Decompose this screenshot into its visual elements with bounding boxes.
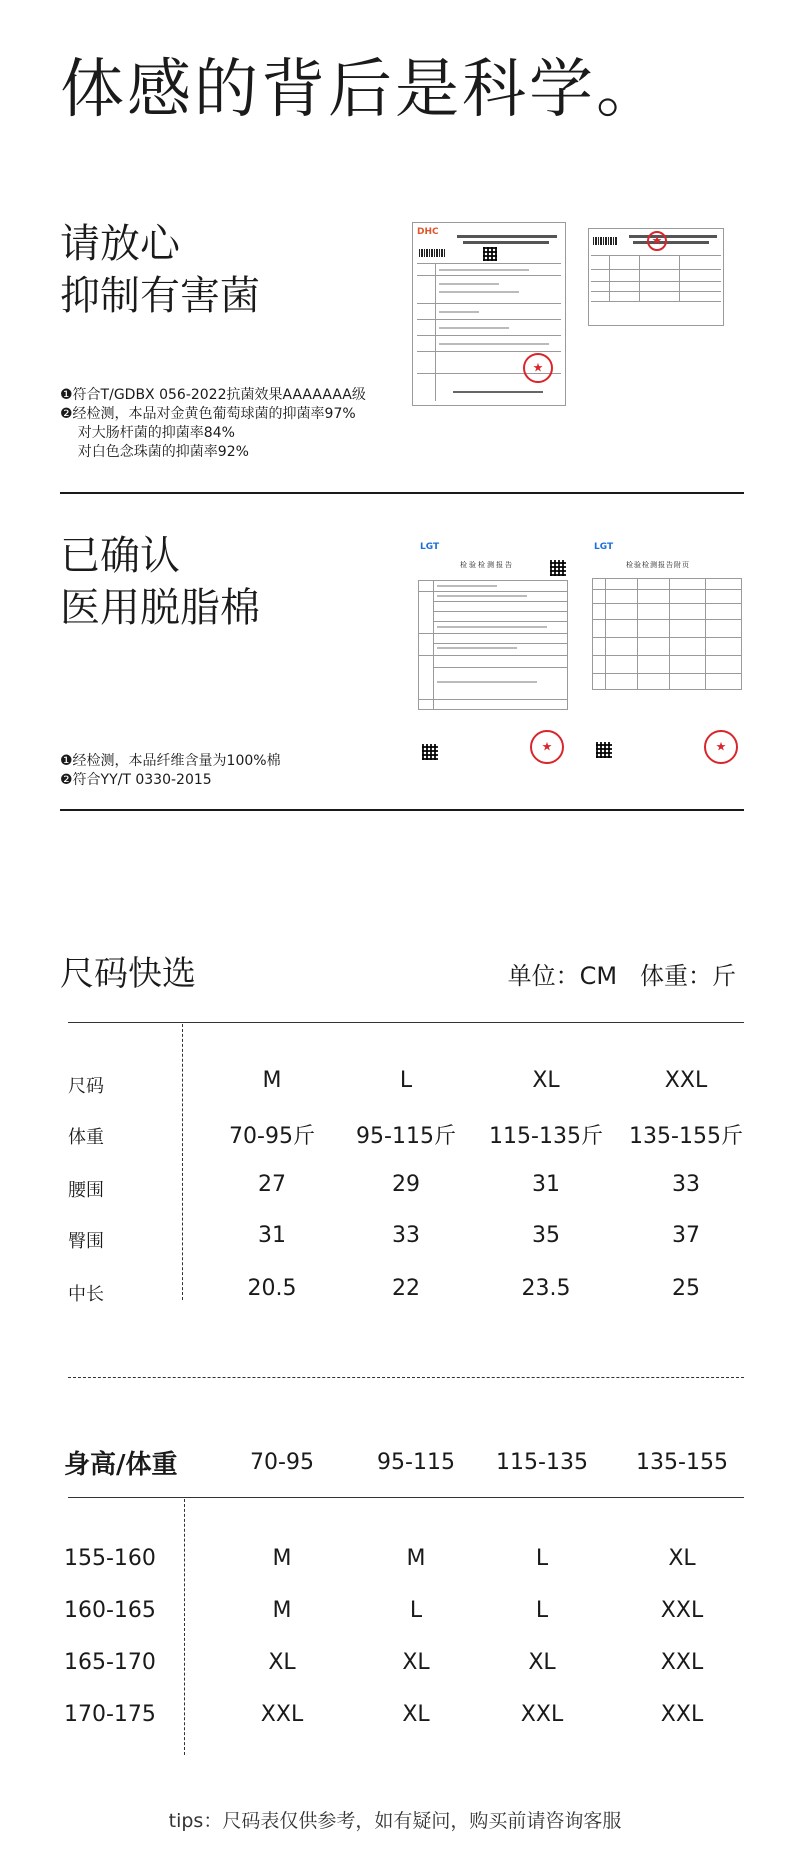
cotton-report-page-1: LGT 检验检测报告 ★: [418, 538, 568, 774]
size-cell: XXL: [664, 1068, 708, 1093]
fit-row-label: 160-165: [64, 1598, 156, 1623]
section-1-title-line2: 抑制有害菌: [60, 273, 260, 319]
size-row-label: 尺码: [68, 1076, 104, 1097]
fit-table-corner: 身高/体重: [64, 1450, 178, 1480]
size-cell: 35: [532, 1223, 560, 1248]
fit-cell: L: [535, 1598, 549, 1623]
section-2-notes: [60, 752, 281, 789]
size-cell: 31: [258, 1223, 286, 1248]
size-cell: L: [399, 1068, 413, 1093]
note-line: ❶符合T/GDBX 056-2022抗菌效果AAAAAAA级: [60, 387, 366, 403]
size-cell: 31: [532, 1172, 560, 1197]
fit-table-column-divider: [184, 1499, 185, 1755]
size-cell: 95-115斤: [356, 1124, 456, 1149]
fit-column-header: 115-135: [496, 1450, 588, 1475]
note-line: 对大肠杆菌的抑菌率84%: [60, 425, 235, 441]
red-seal-icon: [704, 730, 738, 764]
size-table-unit: 单位：CM 体重：斤: [507, 962, 736, 990]
section-2-title-line1: 已确认: [60, 533, 180, 579]
fit-cell: XXL: [660, 1598, 704, 1623]
fit-column-header: 95-115: [377, 1450, 455, 1475]
size-cell: 70-95斤: [229, 1124, 315, 1149]
fit-row-label: 170-175: [64, 1702, 156, 1727]
size-row-label: 臀围: [68, 1231, 104, 1252]
page-headline: 体感的背后是科学。: [60, 53, 663, 127]
fit-cell: XL: [402, 1650, 430, 1675]
fit-column-header: 70-95: [250, 1450, 314, 1475]
size-cell: 20.5: [247, 1276, 297, 1301]
note-line: ❷经检测，本品对金黄色葡萄球菌的抑菌率97%: [60, 406, 356, 422]
section-2-title-line2: 医用脱脂棉: [60, 585, 260, 631]
fit-cell: XL: [402, 1702, 430, 1727]
antibacterial-report-page-2: [588, 228, 724, 326]
fit-cell: XXL: [660, 1702, 704, 1727]
table-separator: [68, 1377, 744, 1378]
size-table-title: 尺码快选: [60, 954, 196, 994]
size-cell: XL: [532, 1068, 560, 1093]
size-cell: 37: [672, 1223, 700, 1248]
fit-row-label: 165-170: [64, 1650, 156, 1675]
size-row-label: 中长: [68, 1284, 104, 1305]
size-cell: 33: [672, 1172, 700, 1197]
tips-note: tips：尺码表仅供参考，如有疑问，购买前请咨询客服: [168, 1810, 622, 1832]
fit-cell: XXL: [260, 1702, 304, 1727]
size-cell: 27: [258, 1172, 286, 1197]
fit-cell: XXL: [660, 1650, 704, 1675]
fit-cell: XXL: [520, 1702, 564, 1727]
fit-row-label: 155-160: [64, 1546, 156, 1571]
fit-cell: M: [272, 1598, 292, 1623]
antibacterial-report-page-1: DHC ★: [412, 222, 566, 406]
section-divider: [60, 809, 744, 811]
cotton-report-page-1-title: 检验检测报告: [460, 561, 514, 569]
size-cell: M: [262, 1068, 282, 1093]
size-cell: 25: [672, 1276, 700, 1301]
size-cell: 33: [392, 1223, 420, 1248]
red-seal-icon: [530, 730, 564, 764]
fit-cell: L: [409, 1598, 423, 1623]
section-1-title: [60, 218, 260, 322]
fit-cell: XL: [268, 1650, 296, 1675]
size-row-label: 体重: [68, 1127, 104, 1148]
fit-column-header: 135-155: [636, 1450, 728, 1475]
section-1-title-line1: 请放心: [60, 221, 180, 267]
cotton-report-page-2: LGT 检验检测报告附页 ★: [592, 538, 742, 774]
note-line: 对白色念珠菌的抑菌率92%: [60, 444, 249, 460]
red-seal-icon: [523, 353, 553, 383]
size-cell: 23.5: [521, 1276, 571, 1301]
fit-cell: L: [535, 1546, 549, 1571]
fit-cell: M: [272, 1546, 292, 1571]
size-table-column-divider: [182, 1024, 183, 1300]
size-cell: 135-155斤: [629, 1124, 743, 1149]
section-2-title: [60, 530, 260, 634]
red-seal-icon: [647, 231, 667, 251]
size-cell: 22: [392, 1276, 420, 1301]
size-cell: 115-135斤: [489, 1124, 603, 1149]
section-divider: [60, 492, 744, 494]
size-cell: 29: [392, 1172, 420, 1197]
cotton-report-page-2-title: 检验检测报告附页: [626, 561, 690, 569]
section-1-notes: [60, 386, 366, 461]
fit-table-top-rule: [68, 1497, 744, 1498]
size-row-label: 腰围: [68, 1180, 104, 1201]
size-table-top-rule: [68, 1022, 744, 1023]
note-line: ❷符合YY/T 0330-2015: [60, 772, 212, 788]
fit-cell: XL: [528, 1650, 556, 1675]
fit-cell: XL: [668, 1546, 696, 1571]
note-line: ❶经检测，本品纤维含量为100%棉: [60, 753, 281, 769]
fit-cell: M: [406, 1546, 426, 1571]
